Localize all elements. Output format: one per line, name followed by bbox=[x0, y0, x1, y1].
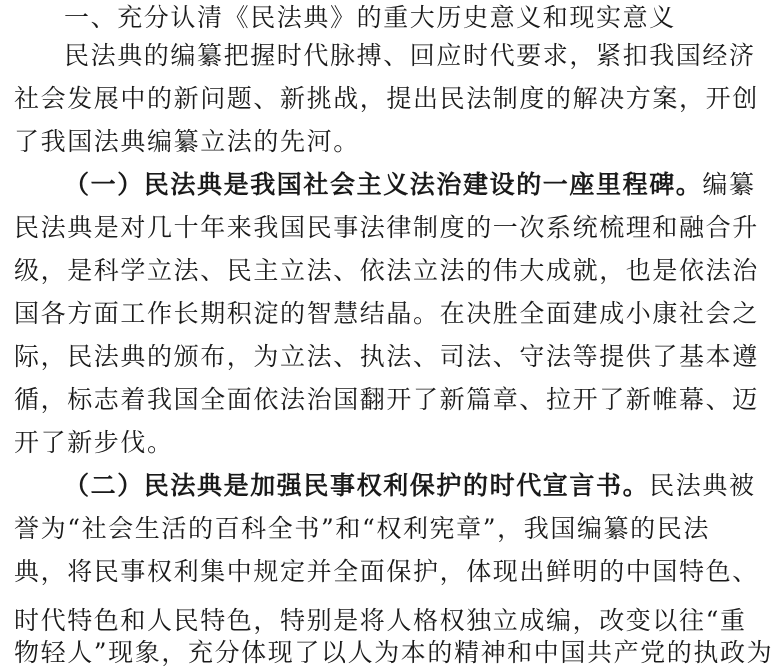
section-2-title: （二）民法典是加强民事权利保护的时代宣言书。 bbox=[64, 471, 650, 500]
section-1-line-6: 循，标志着我国全面依法治国翻开了新篇章、拉开了新帷幕、迈 bbox=[14, 385, 759, 414]
section-1-first-line bbox=[64, 168, 756, 202]
section-1-first-line-tail: 编纂 bbox=[702, 170, 756, 199]
section-2-line-3: 典，将民事权利集中规定并全面保护，体现出鲜明的中国特色、 bbox=[14, 557, 759, 586]
section-1-line-5: 际，民法典的颁布，为立法、执法、司法、守法等提供了基本遵 bbox=[14, 342, 759, 371]
section-1-line-7: 开了新步伐。 bbox=[14, 428, 174, 457]
section-2-first-line-tail: 民法典被 bbox=[649, 471, 756, 500]
paragraph-1-line-3: 了我国法典编纂立法的先河。 bbox=[14, 127, 360, 156]
section-2-line-2: 誉为“社会生活的百科全书”和“权利宪章”，我国编纂的民法 bbox=[14, 514, 710, 543]
section-1-line-3: 级，是科学立法、民主立法、依法立法的伟大成就，也是依法治 bbox=[14, 256, 759, 285]
continuation-partial-line: 物轻人”现象，充分体现了以人为本的精神和中国共产党的执政为 bbox=[14, 638, 773, 667]
paragraph-1-line-2: 社会发展中的新问题、新挑战，提出民法制度的解决方案，开创 bbox=[14, 84, 759, 113]
section-heading: 一、充分认清《民法典》的重大历史意义和现实意义 bbox=[64, 3, 676, 32]
section-1-line-2: 民法典是对几十年来我国民事法律制度的一次系统梳理和融合升 bbox=[14, 213, 759, 242]
continuation-line: 时代特色和人民特色，特别是将人格权独立成编，改变以往“重 bbox=[14, 606, 747, 635]
section-1-line-4: 国各方面工作长期积淀的智慧结晶。在决胜全面建成小康社会之 bbox=[14, 299, 759, 328]
section-1-title: （一）民法典是我国社会主义法治建设的一座里程碑。 bbox=[64, 170, 703, 199]
paragraph-1-line-1: 民法典的编纂把握时代脉搏、回应时代要求，紧扣我国经济 bbox=[64, 41, 756, 70]
section-2-first-line bbox=[64, 469, 756, 503]
